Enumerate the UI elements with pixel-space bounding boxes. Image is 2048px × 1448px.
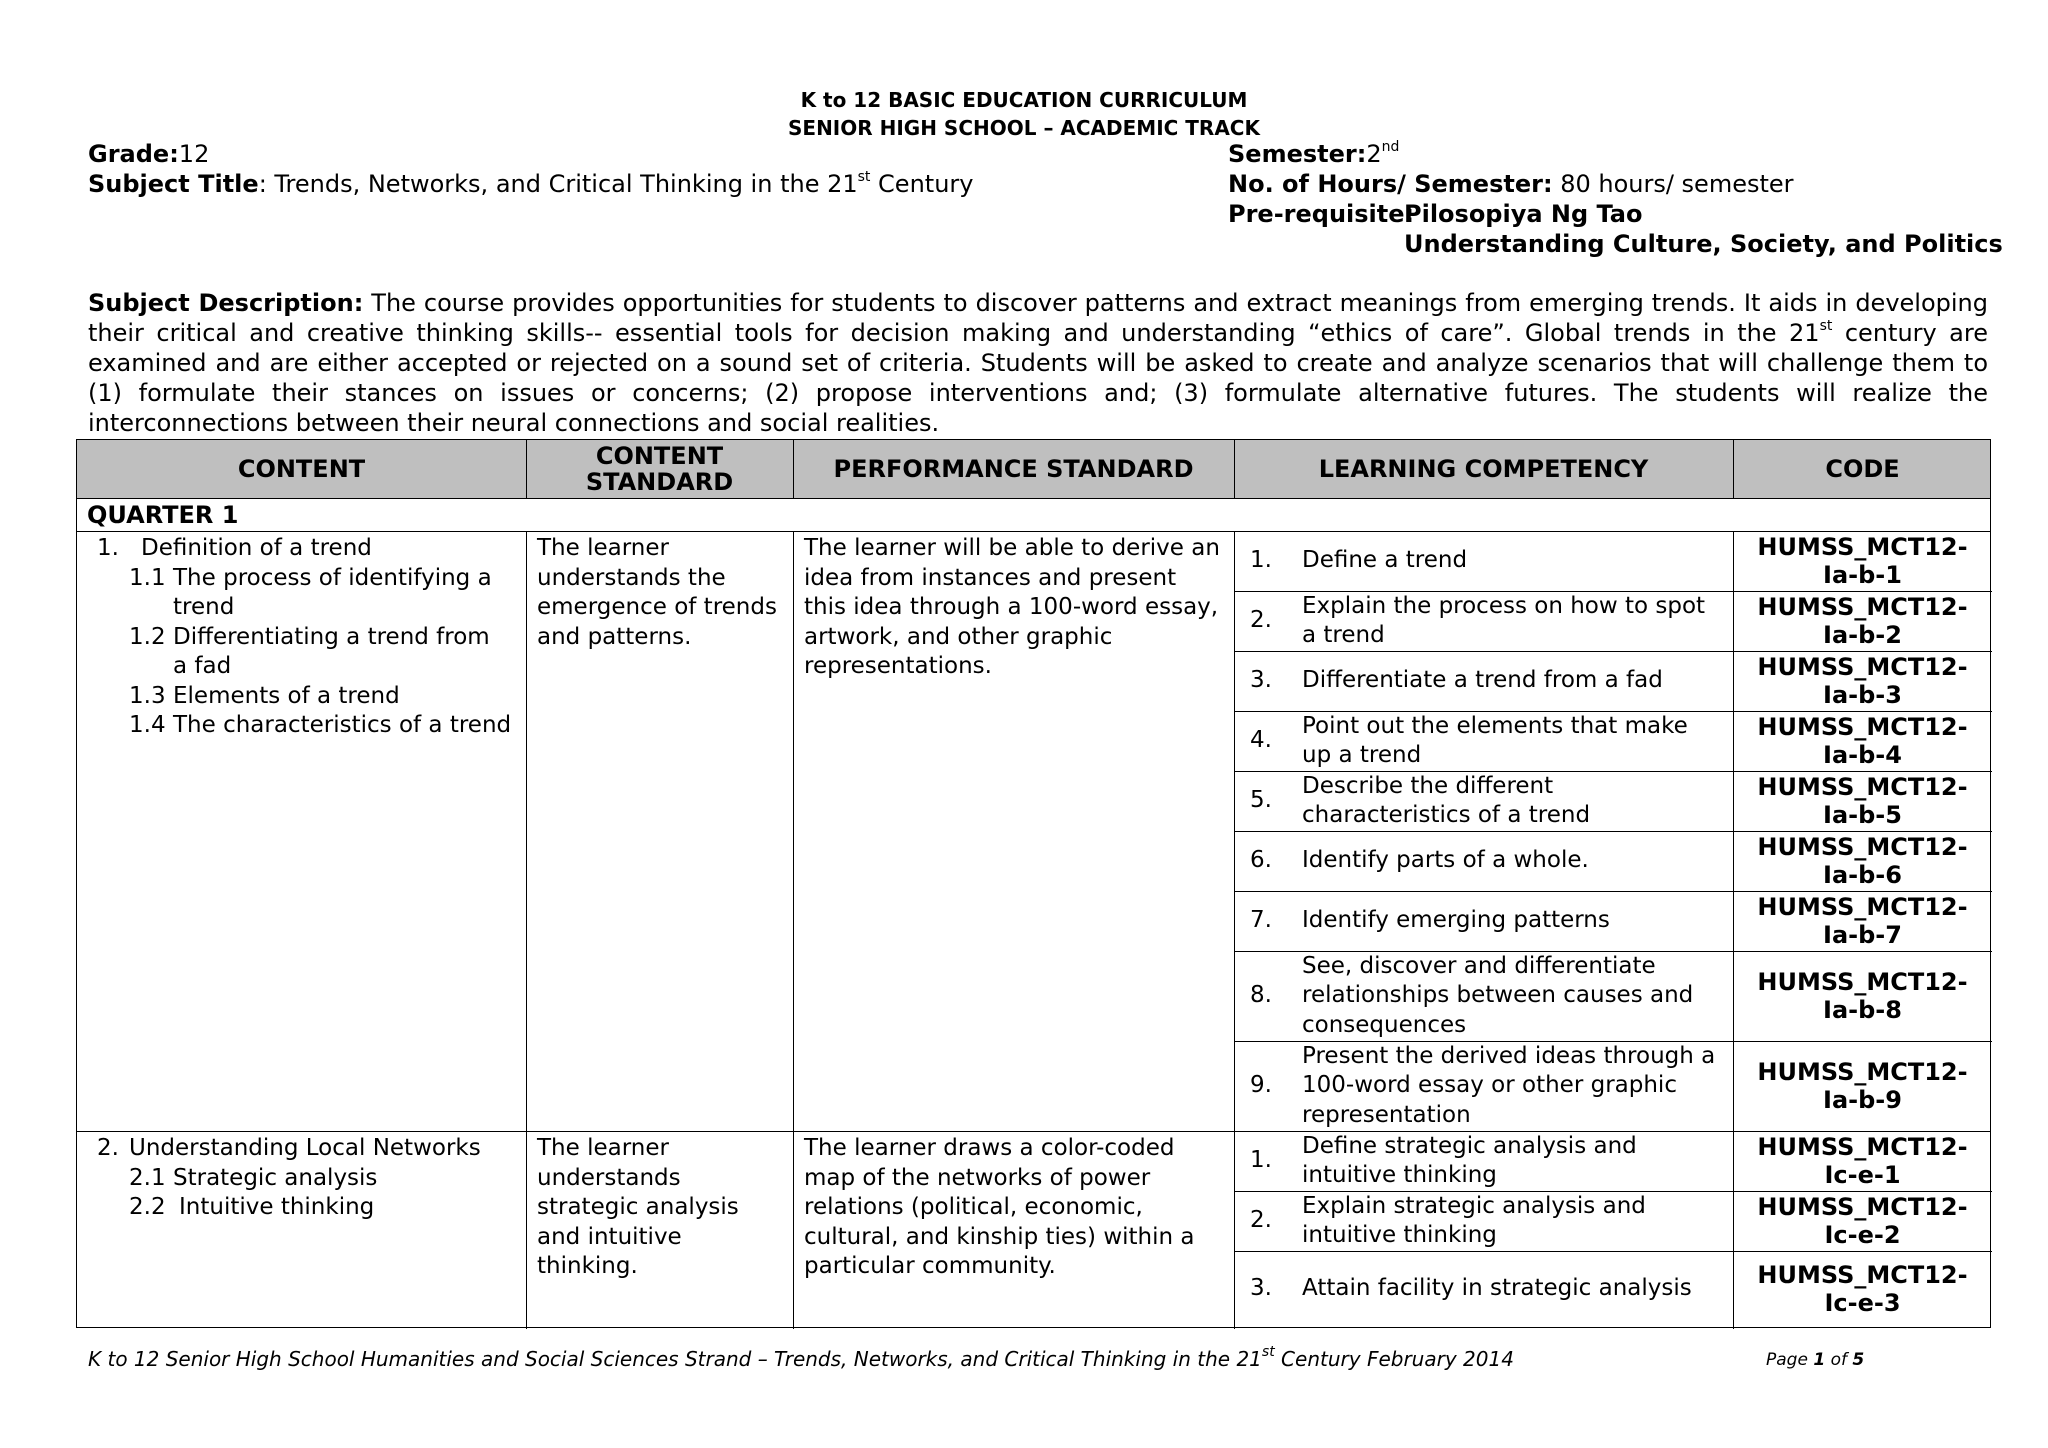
subject-title-line	[88, 170, 973, 198]
code-cell: HUMSS_MCT12- Ia-b-9	[1757, 1058, 1968, 1114]
code-cell: HUMSS_MCT12- Ia-b-6	[1757, 833, 1968, 889]
content-item: 2. Understanding Local Networks	[97, 1135, 481, 1161]
code-cell: HUMSS_MCT12- Ic-e-3	[1757, 1261, 1968, 1317]
hours-value: 80 hours/ semester	[1552, 170, 1794, 198]
section2-content	[97, 1134, 517, 1223]
competency-row: 4. Point out the elements that make up a trend	[1250, 712, 1688, 768]
rule	[77, 498, 1990, 499]
code-cell: HUMSS_MCT12- Ia-b-8	[1757, 968, 1968, 1024]
prereq-label: Pre-requisite:	[1228, 200, 1415, 228]
header-content: CONTENT	[237, 455, 366, 483]
page-number: Page 1 of 5	[1766, 1350, 1865, 1370]
grade-label: Grade:	[88, 140, 179, 168]
code-cell: HUMSS_MCT12- Ia-b-1	[1757, 533, 1968, 589]
code-cell: HUMSS_MCT12- Ia-b-3	[1757, 653, 1968, 709]
hours-label: No. of Hours/ Semester:	[1228, 170, 1553, 198]
code-cell: HUMSS_MCT12- Ic-e-1	[1757, 1133, 1968, 1189]
rule	[526, 531, 527, 1329]
footer-text: K to 12 Senior High School Humanities and Social Sciences Strand – Trends, Networks, and Critical Thinking in the 21st Century February 2014	[88, 1344, 1514, 1371]
header-learning-competency: LEARNING COMPETENCY	[1318, 455, 1649, 483]
section2-performance-standard: The learner draws a color-coded map of the networks of power relations (political, economic, cultural, and kinship ties) within a particular community.	[804, 1135, 1195, 1279]
content-item: 1. Definition of a trend	[97, 535, 372, 561]
grade-line	[88, 140, 209, 168]
competency-row: 1. Define strategic analysis and intuitive thinking	[1250, 1132, 1637, 1188]
competency-row: 7. Identify emerging patterns	[1250, 907, 1610, 934]
code-cell: HUMSS_MCT12- Ia-b-5	[1757, 773, 1968, 829]
code-cell: HUMSS_MCT12- Ia-b-7	[1757, 893, 1968, 949]
section1-performance-standard: The learner will be able to derive an idea from instances and present this idea through a 100-word essay, artwork, and other graphic representations.	[804, 535, 1220, 679]
subject-title-value: : Trends, Networks, and Critical Thinking in the 21	[258, 170, 858, 198]
doc-subtitle: SENIOR HIGH SCHOOL – ACADEMIC TRACK	[788, 116, 1260, 140]
competency-row: 8. See, discover and differentiate relationships between causes and consequences	[1250, 952, 1694, 1038]
content-subitem: 2.2 Intuitive thinking	[129, 1194, 375, 1220]
content-subitem: 1.4 The characteristics of a trend	[129, 712, 512, 738]
hours-line	[1228, 170, 1794, 198]
curriculum-table	[76, 439, 1991, 1328]
header-content-standard: CONTENT STANDARD	[585, 442, 734, 496]
content-subitem: 2.1 Strategic analysis	[129, 1164, 378, 1191]
quarter-label: QUARTER 1	[87, 501, 239, 529]
section2-content-standard: The learner understands strategic analysis and intuitive thinking.	[537, 1135, 739, 1279]
competency-row: 1. Define a trend	[1250, 547, 1468, 574]
description-sup: st	[1819, 318, 1833, 334]
description-text-2: century are examined and are either accepted or rejected on a sound set of criteria. Students will be asked to create and analyze scenarios that will challenge them to (1) formulate their stances on issues or concerns; (2) propose interventions and; (3) formulate alternative futures. The students will realize the interconnections between their neural connections and social realities.	[88, 319, 1988, 437]
semester-label: Semester:	[1228, 140, 1367, 168]
code-cell: HUMSS_MCT12- Ia-b-2	[1757, 593, 1968, 649]
competency-row: 2. Explain the process on how to spot a trend	[1250, 592, 1706, 648]
code-cell: HUMSS_MCT12- Ic-e-2	[1757, 1193, 1968, 1249]
competency-row: 3. Attain facility in strategic analysis	[1250, 1275, 1692, 1302]
subject-title-post: Century	[870, 170, 974, 198]
competency-row: 9. Present the derived ideas through a 100-word essay or other graphic representation	[1250, 1042, 1716, 1128]
grade-value: 12	[178, 140, 210, 168]
code-cell: HUMSS_MCT12- Ia-b-4	[1757, 713, 1968, 769]
semester-value: 2	[1366, 140, 1382, 168]
content-subitem: 1.3 Elements of a trend	[129, 682, 400, 709]
semester-line	[1228, 140, 1399, 168]
header-performance-standard: PERFORMANCE STANDARD	[833, 455, 1194, 483]
description-label: Subject Description:	[88, 289, 364, 317]
content-subitem: 1.1 The process of identifying a trend	[129, 564, 492, 620]
doc-title: K to 12 BASIC EDUCATION CURRICULUM	[800, 88, 1248, 112]
competency-row: 6. Identify parts of a whole.	[1250, 847, 1589, 874]
subject-title-sup: st	[857, 169, 871, 185]
prereq-2: Understanding Culture, Society, and Politics	[1404, 230, 2003, 258]
description-text-1: The course provides opportunities for students to discover patterns and extract meanings from emerging trends. It aids in developing their critical and creative thinking skills-- essential tools for decision making and understanding “ethics of care”. Global trends in the 21	[88, 289, 1988, 347]
subject-title-label: Subject Title	[88, 170, 259, 198]
subject-description	[88, 288, 1988, 438]
section1-content	[97, 534, 517, 741]
prereq-1: Pilosopiya Ng Tao	[1404, 200, 1643, 228]
semester-sup: nd	[1381, 139, 1400, 155]
competency-row: 2. Explain strategic analysis and intuitive thinking	[1250, 1192, 1646, 1248]
competency-row: 5. Describe the different characteristics of a trend	[1250, 772, 1591, 828]
header-code: CODE	[1825, 455, 1900, 483]
rule	[793, 531, 794, 1329]
content-subitem: 1.2 Differentiating a trend from a fad	[129, 623, 490, 679]
section1-content-standard: The learner understands the emergence of trends and patterns.	[537, 535, 777, 650]
competency-row: 3. Differentiate a trend from a fad	[1250, 667, 1663, 694]
